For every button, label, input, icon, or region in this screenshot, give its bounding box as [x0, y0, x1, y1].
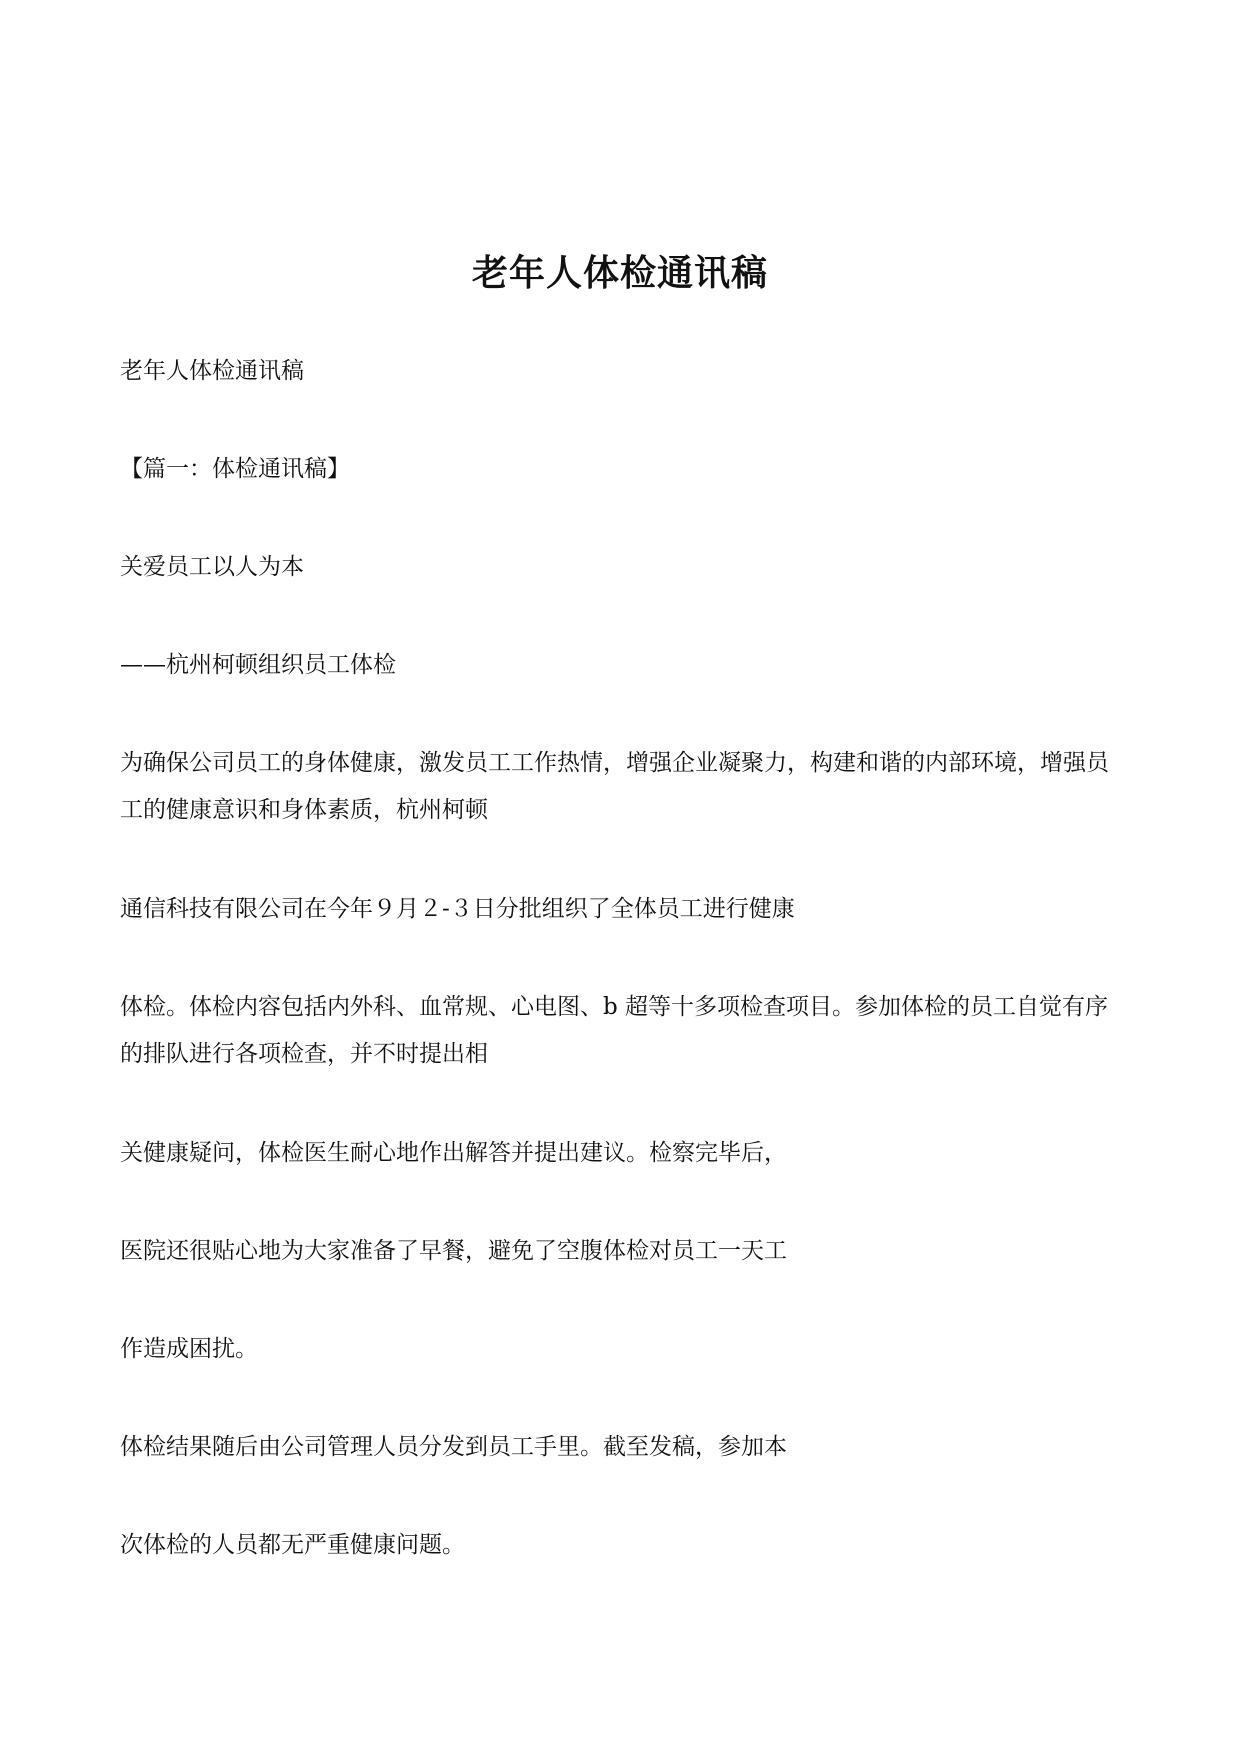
paragraph: ——杭州柯顿组织员工体检 [120, 652, 396, 678]
paragraph: 关爱员工以人为本 [120, 554, 304, 580]
paragraph: 关健康疑问，体检医生耐心地作出解答并提出建议。检察完毕后， [120, 1140, 787, 1166]
paragraph: 次体检的人员都无严重健康问题。 [120, 1532, 465, 1558]
document-title: 老年人体检通讯稿 [471, 252, 768, 295]
paragraph: 【篇一：体检通讯稿】 [120, 456, 350, 482]
paragraph: 通信科技有限公司在今年９月２-３日分批组织了全体员工进行健康 [120, 896, 795, 922]
paragraph: 老年人体检通讯稿 [120, 358, 304, 384]
paragraph: 作造成困扰。 [120, 1336, 258, 1362]
paragraph: 医院还很贴心地为大家准备了早餐，避免了空腹体检对员工一天工 [120, 1238, 787, 1264]
paragraph: 体检结果随后由公司管理人员分发到员工手里。截至发稿，参加本 [120, 1434, 787, 1460]
paragraph: 体检。体检内容包括内外科、血常规、心电图、b 超等十多项检查项目。参加体检的员工自觉有序的排队进行各项检查，并不时提出相 [120, 994, 1109, 1067]
paragraph: 为确保公司员工的身体健康，激发员工工作热情，增强企业凝聚力，构建和谐的内部环境，增强员工的健康意识和身体素质，杭州柯顿 [120, 750, 1109, 823]
